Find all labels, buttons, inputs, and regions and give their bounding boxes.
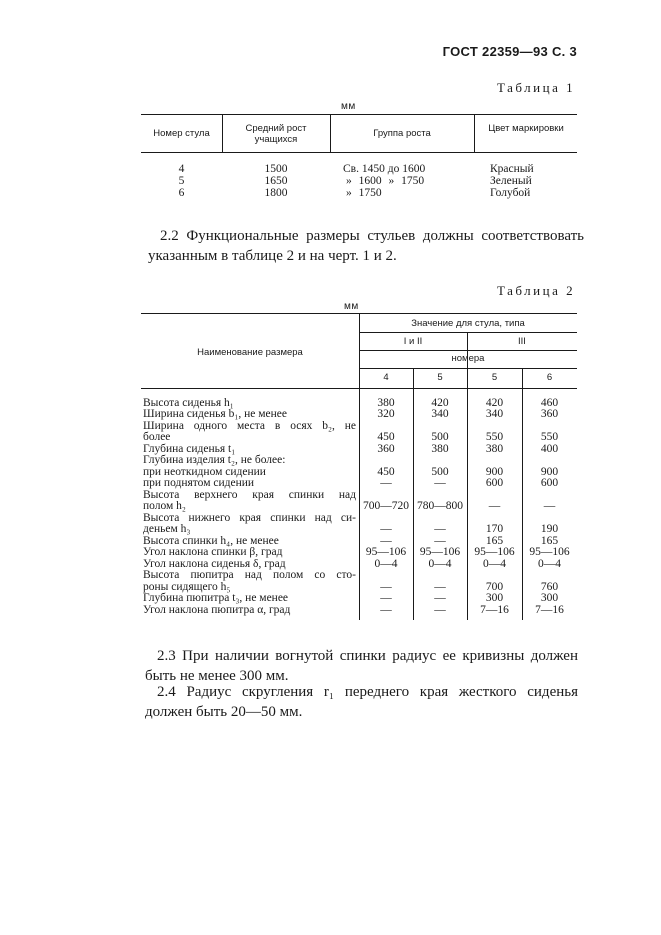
table1-units: мм — [341, 101, 356, 112]
paragraph-2-3: 2.3 При наличии вогнутой спинки радиус ее кривизны должен быть не менее 300 мм. — [145, 648, 578, 684]
paragraph-2-2: 2.2 Функциональные размеры стульев должны соответствовать указанным в таблице 2 и на черт. 1 и 2. — [148, 228, 584, 264]
table2-units: мм — [344, 301, 359, 312]
table1-header-color: Цвет маркировки — [488, 123, 564, 134]
page-header: ГОСТ 22359—93 С. 3 — [442, 44, 577, 59]
table2-header-numbers: номера — [451, 353, 485, 364]
table2-header-name: Наименование размера — [197, 347, 303, 358]
paragraph-2-4: 2.4 Радиус скругления r₁ переднего края жесткого сиденья должен быть 20—50 мм. — [145, 684, 578, 720]
table1-header-num: Номер стула — [153, 128, 210, 139]
table2-col-number: 4 — [383, 372, 389, 383]
table2-caption: Таблица 2 — [497, 283, 576, 298]
table2-header-value: Значение для стула, типа — [411, 318, 525, 329]
table2-header-type1: I и II — [403, 336, 423, 347]
table2-col-number: 5 — [491, 372, 498, 383]
table1-caption: Таблица 1 — [497, 80, 576, 95]
table2-header-type2: III — [518, 336, 526, 347]
table2-col-number: 6 — [546, 372, 553, 383]
table1-header-height: Средний рост учащихся — [245, 123, 307, 145]
table2-col-number: 5 — [437, 372, 443, 383]
table1-header-group: Группа роста — [373, 128, 431, 139]
